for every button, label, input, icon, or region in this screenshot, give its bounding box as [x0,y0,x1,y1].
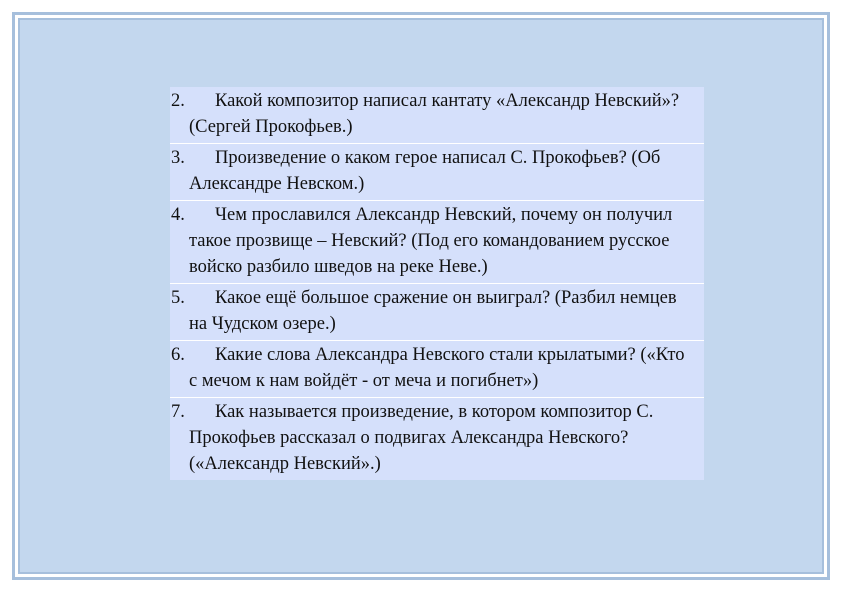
item-text: Какие слова Александра Невского стали крылатыми? («Кто с мечом к нам войдёт - от меча и погибнет») [189,345,685,391]
item-text: Произведение о каком герое написал С. Прокофьев? (Об Александре Невском.) [189,148,661,194]
item-text: Какой композитор написал кантату «Александр Невский»? (Сергей Прокофьев.) [189,91,680,137]
list-item [170,201,704,284]
list-item [170,284,704,341]
item-number: 7. [171,402,185,422]
list-item [170,398,704,480]
item-number: 4. [171,205,185,225]
item-text: Какое ещё большое сражение он выиграл? (Разбил немцев на Чудском озере.) [189,288,677,334]
item-number: 2. [171,91,185,111]
item-number: 3. [171,148,185,168]
item-number: 5. [171,288,185,308]
item-number: 6. [171,345,185,365]
question-list [170,87,704,480]
item-text: Как называется произведение, в котором композитор С. Прокофьев рассказал о подвигах Александра Невского? («Александр Невский».) [189,402,654,474]
list-item [170,144,704,201]
list-item [170,87,704,144]
item-text: Чем прославился Александр Невский, почему он получил такое прозвище – Невский? (Под его командованием русское войско разбило шведов на реке Неве.) [189,205,673,277]
slide-background [12,12,830,580]
list-item [170,341,704,398]
